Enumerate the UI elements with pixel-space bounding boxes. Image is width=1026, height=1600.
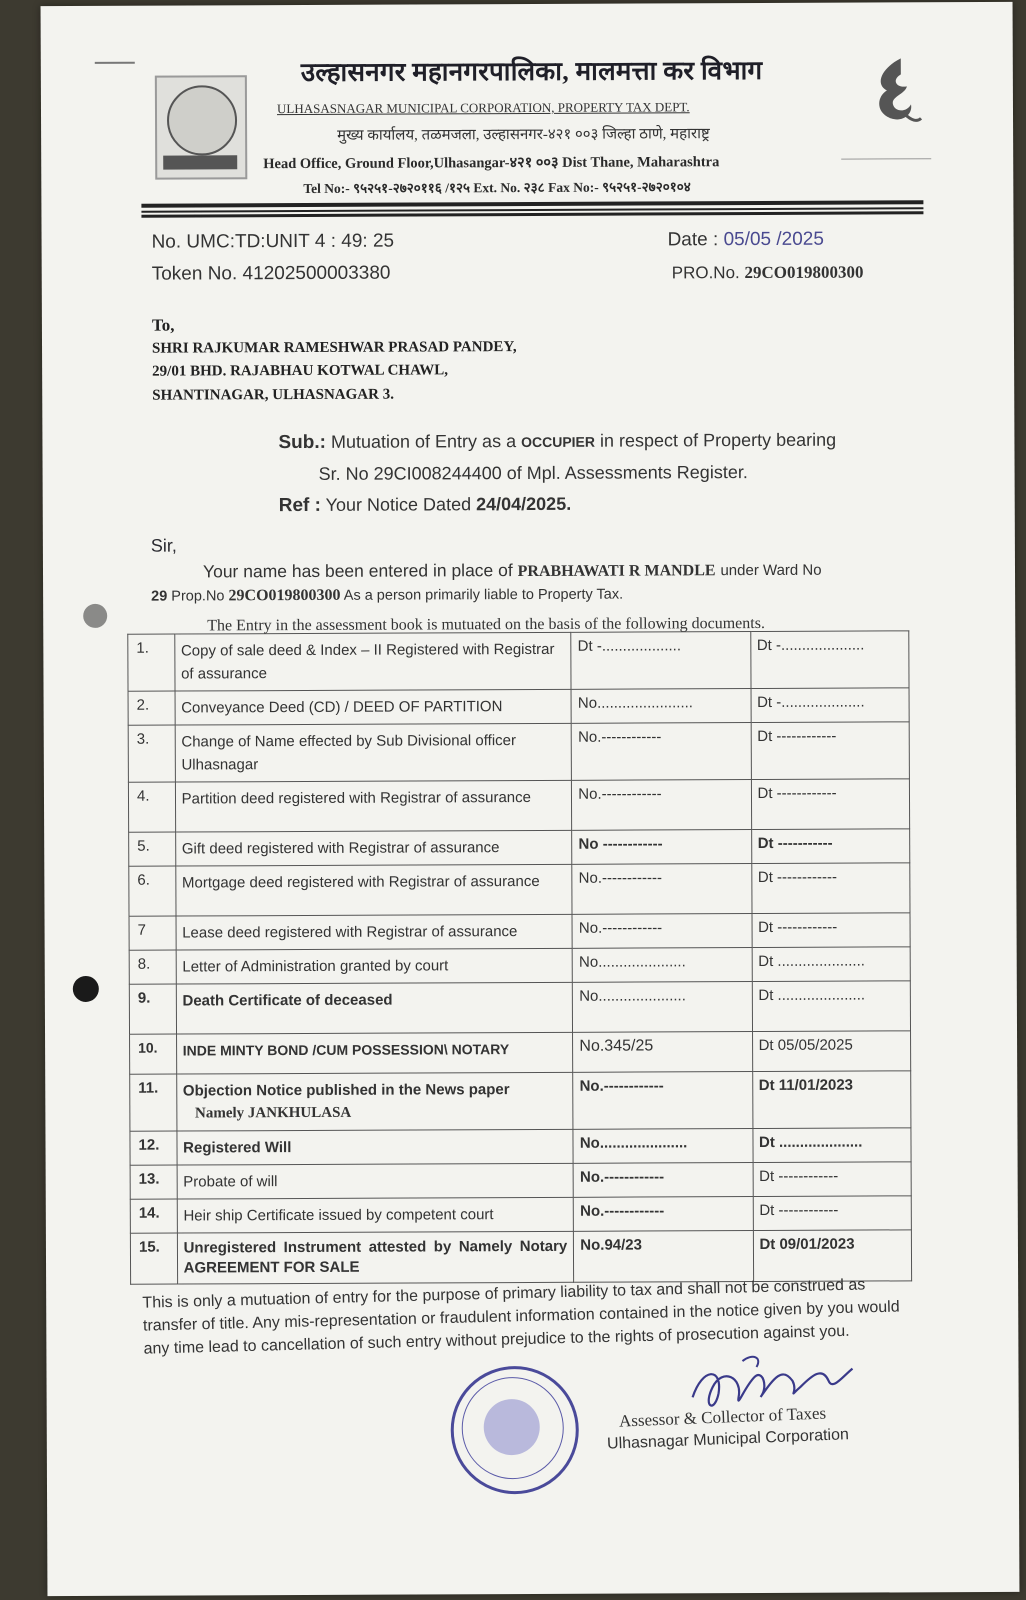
salutation: Sir, bbox=[150, 535, 177, 556]
document-description: Unregistered Instrument attested by Namely Notary AGREEMENT FOR SALE bbox=[177, 1231, 574, 1284]
document-number: No..................... bbox=[573, 982, 752, 1033]
document-date: Dt ..................... bbox=[752, 981, 911, 1032]
addressee-line2: SHANTINAGAR, ULHASNAGAR 3. bbox=[152, 386, 394, 404]
occupier-label: OCCUPIER bbox=[521, 433, 596, 451]
letter-paper bbox=[41, 2, 1020, 1596]
document-number: No.------------ bbox=[573, 1163, 752, 1198]
header-rule bbox=[141, 200, 923, 207]
reference-number: No. UMC:TD:UNIT 4 : 49: 25 bbox=[151, 230, 395, 253]
document-date: Dt ------------ bbox=[753, 1196, 912, 1231]
document-date: Dt ------------ bbox=[751, 722, 910, 780]
document-description bbox=[176, 1072, 573, 1131]
row-number: 15. bbox=[130, 1233, 177, 1284]
row-number: 14. bbox=[130, 1199, 177, 1233]
document-description: Mortgage deed registered with Registrar of assurance bbox=[175, 864, 572, 916]
document-number: No....................... bbox=[571, 689, 750, 724]
table-row bbox=[129, 913, 910, 950]
token-number: Token No. 41202500003380 bbox=[151, 262, 391, 285]
punch-hole bbox=[73, 976, 99, 1002]
document-description: Conveyance Deed (CD) / DEED OF PARTITION bbox=[175, 689, 572, 725]
document-number: No..................... bbox=[573, 1129, 752, 1164]
row-number: 1. bbox=[128, 634, 175, 691]
row-number: 13. bbox=[130, 1165, 177, 1199]
document-number: No..................... bbox=[572, 948, 751, 983]
body-line2 bbox=[151, 586, 623, 606]
document-date: Dt ..................... bbox=[752, 947, 911, 982]
document-number: No.94/23 bbox=[574, 1231, 753, 1283]
official-seal-stamp bbox=[450, 1366, 579, 1495]
row-number: 3. bbox=[128, 725, 175, 782]
table-row bbox=[130, 1071, 911, 1131]
document-date: Dt ----------- bbox=[751, 829, 910, 864]
row-number: 5. bbox=[129, 832, 176, 866]
document-date: Dt ------------ bbox=[752, 913, 911, 948]
row-number: 12. bbox=[130, 1131, 177, 1165]
ward-number: 29 bbox=[151, 588, 168, 605]
punch-hole bbox=[83, 604, 107, 628]
header-contact: Tel No:- ९५२५१-२७२०११६ /१२५ Ext. No. २३८ Fax No:- ९५२५१-२७२०१०४ bbox=[303, 179, 691, 196]
document-description: Partition deed registered with Registrar of assurance bbox=[175, 780, 572, 832]
body-line1 bbox=[203, 558, 943, 582]
row-number: 4. bbox=[128, 782, 175, 832]
body-text: As a person primarily liable to Property Tax. bbox=[343, 586, 624, 604]
addressee-line1: 29/01 BHD. RAJABHAU KOTWAL CHAWL, bbox=[152, 362, 449, 380]
header-address-english: Head Office, Ground Floor,Ulhasangar-४२१ ००३ Dist Thane, Maharashtra bbox=[263, 154, 720, 173]
previous-owner-name: PRABHAWATI R MANDLE bbox=[517, 562, 716, 581]
subject-label: Sub.: bbox=[278, 431, 326, 454]
pen-mark bbox=[95, 62, 135, 64]
header-english-title: ULHASASNAGAR MUNICIPAL CORPORATION, PROPERTY TAX DEPT. bbox=[276, 99, 690, 117]
subject-line2: Sr. No 29CI008244400 of Mpl. Assessments Register. bbox=[318, 462, 748, 484]
document-number: Dt -................... bbox=[571, 632, 750, 690]
document-number: No ------------ bbox=[572, 830, 751, 865]
subject-text: in respect of Property bearing bbox=[599, 429, 837, 451]
row-number: 9. bbox=[129, 984, 176, 1034]
document-description: Copy of sale deed & Index – II Registered with Registrar of assurance bbox=[174, 632, 571, 691]
table-row bbox=[128, 688, 909, 725]
signatory-title: Assessor & Collector of Taxes bbox=[618, 1403, 827, 1431]
newspaper-name: Namely JANKHULASA bbox=[194, 1104, 352, 1122]
logo-underline bbox=[841, 158, 931, 159]
addressee-block bbox=[152, 312, 517, 408]
table-row bbox=[129, 863, 910, 916]
document-description: Gift deed registered with Registrar of assurance bbox=[175, 830, 572, 866]
row-number: 7 bbox=[129, 916, 176, 950]
ward-label: under Ward No bbox=[720, 561, 822, 580]
document-number: No.------------ bbox=[571, 723, 750, 781]
table-row bbox=[130, 1031, 911, 1074]
row-number: 11. bbox=[130, 1074, 177, 1131]
table-row bbox=[130, 1196, 911, 1233]
to-label: To, bbox=[151, 315, 175, 335]
document-description: Registered Will bbox=[177, 1129, 574, 1165]
pro-label: PRO.No. bbox=[671, 263, 740, 283]
table-row bbox=[128, 779, 909, 832]
table-row bbox=[130, 1162, 911, 1199]
disclaimer-notice: This is only a mutuation of entry for the purpose of primary liability to tax and shall not be construed as transfer of title. Any mis-representation or fraudulent information contained in the notice given by you would any time lead to cancellation of such entry without prejudice to the rights of prosecution against you. bbox=[142, 1276, 900, 1358]
document-number: No.------------ bbox=[574, 1197, 753, 1232]
umc-emblem-logo bbox=[155, 75, 247, 179]
document-date: Dt -.................... bbox=[751, 688, 910, 723]
objection-notice-label: Objection Notice published in the News paper bbox=[182, 1081, 510, 1100]
document-description: Death Certificate of deceased bbox=[176, 982, 573, 1034]
date-value: 05/05 /2025 bbox=[723, 228, 824, 251]
date-label: Date : bbox=[667, 229, 719, 251]
document-date: Dt -.................... bbox=[750, 631, 909, 689]
body-text: Your name has been entered in place of bbox=[202, 560, 513, 582]
row-number: 10. bbox=[130, 1034, 177, 1074]
entry-statement: The Entry in the assessment book is mutuated on the basis of the following documents. bbox=[207, 614, 765, 635]
pro-number-line bbox=[672, 263, 864, 284]
header-rule bbox=[141, 211, 923, 217]
document-number: No.345/25 bbox=[573, 1032, 752, 1073]
document-date: Dt ------------ bbox=[753, 1162, 912, 1197]
ref-label: Ref : bbox=[278, 494, 321, 517]
table-row bbox=[129, 947, 910, 984]
row-number: 6. bbox=[129, 866, 176, 916]
table-row bbox=[128, 631, 909, 691]
document-description: Lease deed registered with Registrar of assurance bbox=[176, 914, 573, 950]
addressee-name: SHRI RAJKUMAR RAMESHWAR PRASAD PANDEY, bbox=[151, 338, 517, 357]
prop-label: Prop.No bbox=[171, 588, 225, 605]
subject-text: Mutuation of Entry as a bbox=[330, 431, 517, 452]
documents-table bbox=[127, 630, 912, 1284]
document-date: Dt ------------ bbox=[751, 863, 910, 914]
document-description: INDE MINTY BOND /CUM POSSESSION\ NOTARY bbox=[176, 1032, 573, 1074]
row-number: 2. bbox=[128, 691, 175, 725]
subject-block bbox=[278, 425, 836, 521]
ref-date: 24/04/2025. bbox=[476, 493, 572, 515]
ref-text: Your Notice Dated bbox=[325, 494, 472, 515]
row-number: 8. bbox=[129, 950, 176, 984]
document-description: Letter of Administration granted by court bbox=[176, 948, 573, 984]
document-number: No.------------ bbox=[572, 780, 751, 831]
corporation-symbol-logo bbox=[861, 54, 931, 144]
document-date: Dt .................... bbox=[752, 1128, 911, 1163]
pro-value: 29CO019800300 bbox=[744, 262, 864, 283]
signatory-corporation: Ulhasnagar Municipal Corporation bbox=[606, 1426, 850, 1453]
header-address-marathi: मुख्य कार्यालय, तळमजला, उल्हासनगर-४२१ ००३ जिल्हा ठाणे, महाराष्ट्र bbox=[337, 126, 710, 144]
date-line bbox=[668, 229, 824, 252]
header-marathi-title: उल्हासनगर महानगरपालिका, मालमत्ता कर विभाग bbox=[300, 55, 763, 87]
document-description: Heir ship Certificate issued by competent court bbox=[177, 1197, 574, 1233]
table-row bbox=[128, 722, 909, 782]
document-number: No.------------ bbox=[572, 864, 751, 915]
document-date: Dt 11/01/2023 bbox=[752, 1071, 911, 1129]
document-number: No.------------ bbox=[573, 1072, 752, 1130]
document-date: Dt 05/05/2025 bbox=[752, 1031, 911, 1072]
document-date: Dt ------------ bbox=[751, 779, 910, 830]
table-row bbox=[130, 1128, 911, 1165]
table-row bbox=[129, 829, 910, 866]
document-description: Probate of will bbox=[177, 1163, 574, 1199]
table-row bbox=[129, 981, 910, 1034]
document-description: Change of Name effected by Sub Divisional officer Ulhasnagar bbox=[175, 723, 572, 782]
document-date: Dt 09/01/2023 bbox=[753, 1230, 912, 1282]
document-number: No.------------ bbox=[572, 914, 751, 949]
prop-number: 29CO019800300 bbox=[228, 586, 341, 605]
